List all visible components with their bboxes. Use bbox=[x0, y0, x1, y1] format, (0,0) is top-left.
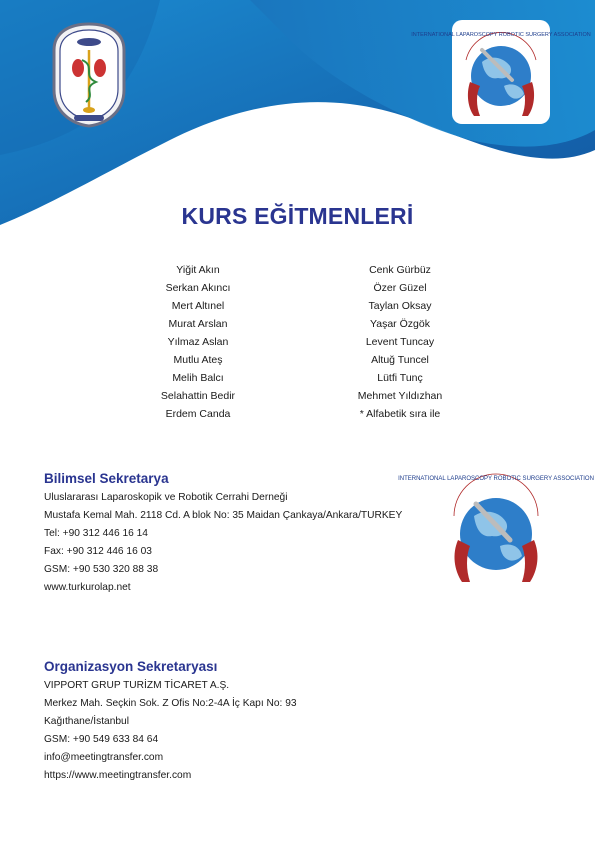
contact-line: GSM: +90 549 633 84 64 bbox=[44, 734, 159, 745]
contact-line: Merkez Mah. Seçkin Sok. Z Ofis No:2-4A İç Kapı No: 93 bbox=[44, 698, 297, 709]
instructor-name: Murat Arslan bbox=[168, 318, 228, 330]
contact-line: VIPPORT GRUP TURİZM TİCARET A.Ş. bbox=[44, 680, 230, 691]
contact-line: Uluslararası Laparoskopik ve Robotik Cerrahi Derneği bbox=[44, 492, 288, 503]
globe-robot-icon bbox=[398, 468, 594, 590]
contact-line: Mustafa Kemal Mah. 2118 Cd. A blok No: 35 Maidan Çankaya/Ankara/TURKEY bbox=[44, 510, 403, 521]
instructor-name: Yaşar Özgök bbox=[370, 318, 430, 330]
instructor-name: Yılmaz Aslan bbox=[167, 336, 229, 348]
emblem-icon bbox=[50, 20, 128, 128]
logo-arc-text: INTERNATIONAL LAPAROSCOPY ROBOTIC SURGERY ASSOCIATION bbox=[411, 32, 591, 38]
contact-line: GSM: +90 530 320 88 38 bbox=[44, 564, 159, 575]
instructor-name: Altuğ Tuncel bbox=[371, 354, 429, 366]
contact-line: Fax: +90 312 446 16 03 bbox=[44, 546, 152, 557]
instructor-name: Yiğit Akın bbox=[176, 264, 220, 276]
organization-secretariat-title: Organizasyon Sekretaryası bbox=[44, 659, 218, 674]
globe-robot-icon bbox=[411, 20, 591, 124]
ilrsa-logo-top bbox=[411, 20, 591, 124]
contact-line: https://www.meetingtransfer.com bbox=[44, 770, 192, 781]
instructor-name: Mehmet Yıldızhan bbox=[357, 390, 443, 402]
instructor-name: Serkan Akıncı bbox=[165, 282, 231, 294]
contact-line: Kağıthane/İstanbul bbox=[44, 716, 129, 727]
instructor-name: Taylan Oksay bbox=[368, 300, 432, 312]
contact-line: www.turkurolap.net bbox=[44, 582, 131, 593]
instructor-name: Mert Altınel bbox=[171, 300, 225, 312]
instructor-name: Levent Tuncay bbox=[365, 336, 435, 348]
logo-arc-text: INTERNATIONAL LAPAROSCOPY ROBOTIC SURGERY ASSOCIATION bbox=[398, 476, 594, 482]
urology-emblem-logo bbox=[50, 20, 128, 128]
contact-line: Tel: +90 312 446 16 14 bbox=[44, 528, 148, 539]
instructor-name: Özer Güzel bbox=[373, 282, 427, 294]
instructor-name: Selahattin Bedir bbox=[160, 390, 236, 402]
instructor-name: Lütfi Tunç bbox=[377, 372, 423, 384]
instructor-name: Erdem Canda bbox=[165, 408, 231, 420]
organization-secretariat-lines bbox=[44, 677, 297, 785]
scientific-secretariat-title: Bilimsel Sekretarya bbox=[44, 471, 169, 486]
instructors-left-column bbox=[138, 261, 258, 423]
instructors-right-column bbox=[340, 261, 460, 423]
instructor-name: Melih Balcı bbox=[172, 372, 224, 384]
instructor-name: Mutlu Ateş bbox=[173, 354, 223, 366]
ilrsa-logo-middle bbox=[398, 468, 594, 590]
page-title: KURS EĞİTMENLERİ bbox=[181, 203, 414, 229]
instructor-name: Cenk Gürbüz bbox=[369, 264, 431, 276]
contact-line: info@meetingtransfer.com bbox=[44, 752, 164, 763]
instructor-name: * Alfabetik sıra ile bbox=[359, 408, 441, 420]
scientific-secretariat-lines bbox=[44, 489, 402, 597]
